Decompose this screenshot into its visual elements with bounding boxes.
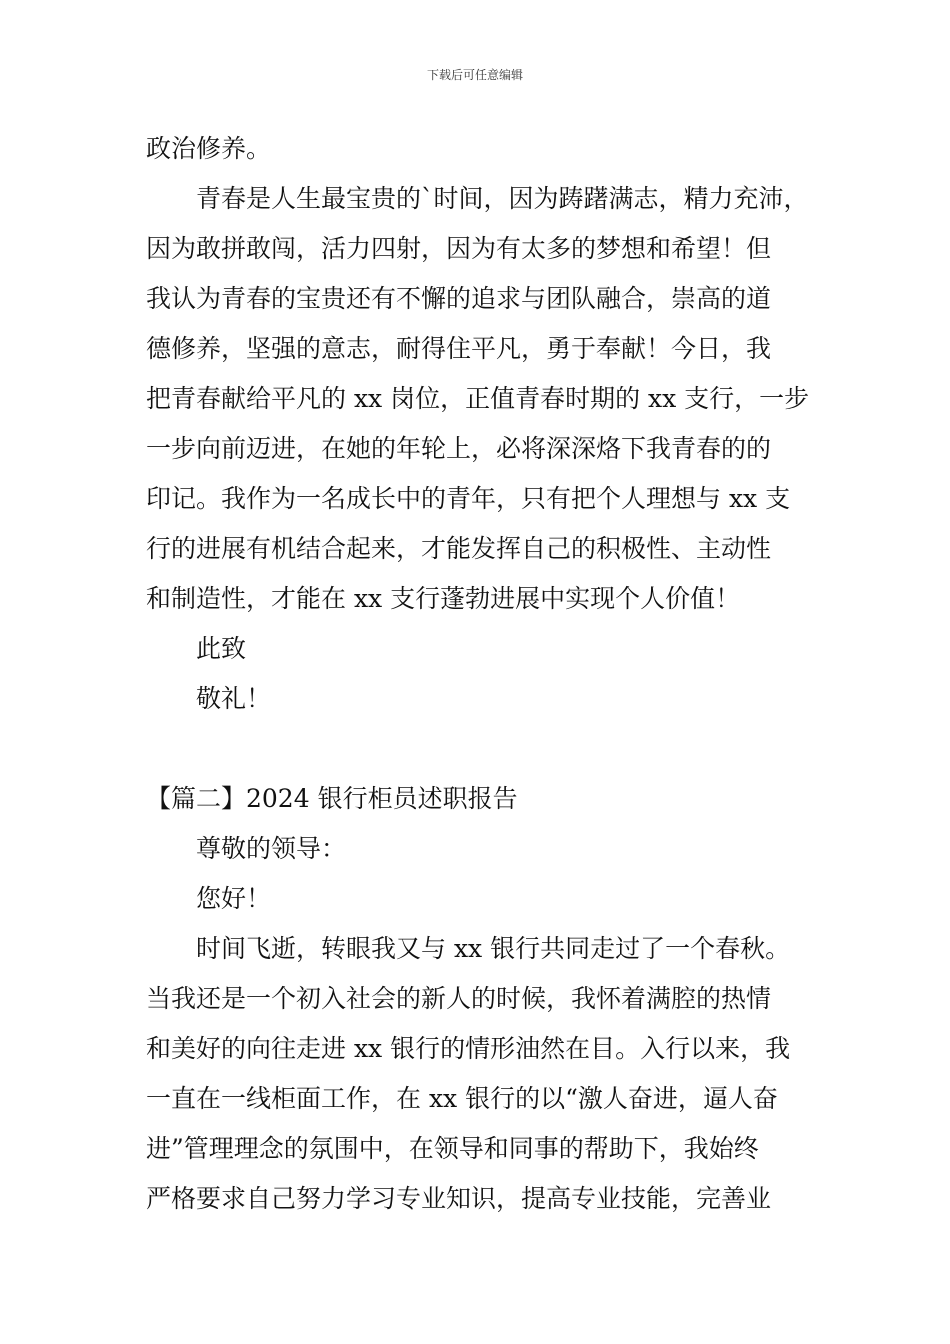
section-title: 【篇二】2024 银行柜员述职报告 (146, 784, 518, 813)
paragraph-line: 把青春献给平凡的 xx 岗位，正值青春时期的 xx 支行，一步 (146, 384, 810, 413)
blank-line (146, 724, 808, 774)
paragraph-line: 时间飞逝，转眼我又与 xx 银行共同走过了一个春秋。 (196, 934, 791, 963)
paragraph-line: 因为敢拼敢闯，活力四射，因为有太多的梦想和希望！但 (146, 234, 772, 263)
document-body (146, 124, 808, 1224)
paragraph-line: 严格要求自己努力学习专业知识，提高专业技能，完善业 (146, 1184, 772, 1213)
paragraph-line: 一直在一线柜面工作，在 xx 银行的以“激人奋进，逼人奋 (146, 1084, 778, 1113)
closing-salutation: 此致 (196, 634, 247, 663)
paragraph-line: 一步向前迈进，在她的年轮上，必将深深烙下我青春的的 (146, 434, 772, 463)
greeting-line: 尊敬的领导： (196, 834, 347, 863)
paragraph-line: 青春是人生最宝贵的`时间，因为踌躇满志，精力充沛， (196, 184, 809, 213)
paragraph-line: 和美好的向往走进 xx 银行的情形油然在目。入行以来，我 (146, 1034, 791, 1063)
greeting-line: 您好！ (196, 884, 272, 913)
paragraph-line: 行的进展有机结合起来，才能发挥自己的积极性、主动性 (146, 534, 772, 563)
paragraph-line: 当我还是一个初入社会的新人的时候，我怀着满腔的热情 (146, 984, 772, 1013)
page-header: 下载后可任意编辑 (426, 68, 523, 82)
paragraph-line: 我认为青春的宝贵还有不懈的追求与团队融合，崇高的道 (146, 284, 772, 313)
paragraph-line: 印记。我作为一名成长中的青年，只有把个人理想与 xx 支 (146, 484, 791, 513)
paragraph-line: 政治修养。 (146, 134, 272, 163)
paragraph-line: 和制造性，才能在 xx 支行蓬勃进展中实现个人价值！ (146, 584, 741, 613)
paragraph-line: 德修养，坚强的意志，耐得住平凡，勇于奉献！今日，我 (146, 334, 772, 363)
closing-regards: 敬礼！ (196, 684, 272, 713)
paragraph-line: 进”管理理念的氛围中，在领导和同事的帮助下，我始终 (146, 1134, 759, 1163)
